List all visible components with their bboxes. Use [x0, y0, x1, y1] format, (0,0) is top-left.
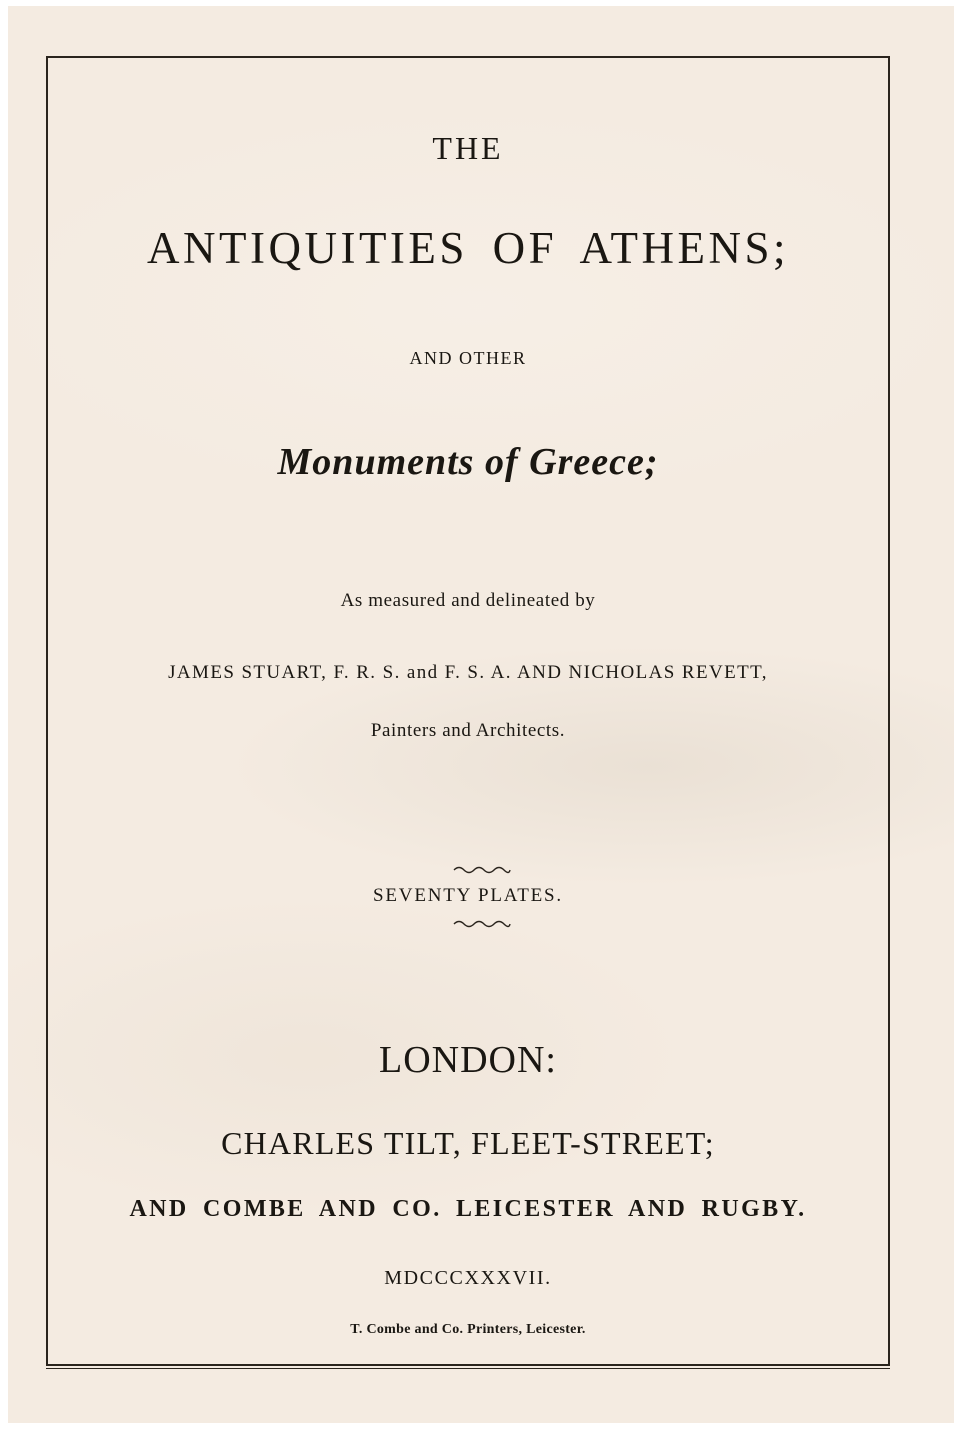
measured-by-line: As measured and delineated by [340, 590, 596, 611]
title-connector: AND OTHER [409, 348, 527, 368]
ornament-bottom [452, 918, 512, 928]
publication-year: MDCCCXXXVII. [384, 1267, 552, 1289]
ornament-top [452, 864, 512, 874]
co-publisher-line: AND COMBE AND CO. LEICESTER AND RUGBY. [129, 1196, 807, 1222]
imprint-city: LONDON: [379, 1039, 557, 1081]
subtitle: Monuments of Greece; [277, 441, 659, 483]
title-article: THE [432, 130, 504, 166]
printer-line: T. Combe and Co. Printers, Leicester. [350, 1322, 586, 1337]
main-title: ANTIQUITIES OF ATHENS; [147, 223, 789, 273]
profession-line: Painters and Architects. [370, 720, 566, 741]
authors-line: JAMES STUART, F. R. S. and F. S. A. AND NICHOLAS REVETT, [168, 662, 768, 683]
publisher-line: CHARLES TILT, FLEET-STREET; [221, 1125, 715, 1161]
plates-line: SEVENTY PLATES. [373, 885, 563, 906]
